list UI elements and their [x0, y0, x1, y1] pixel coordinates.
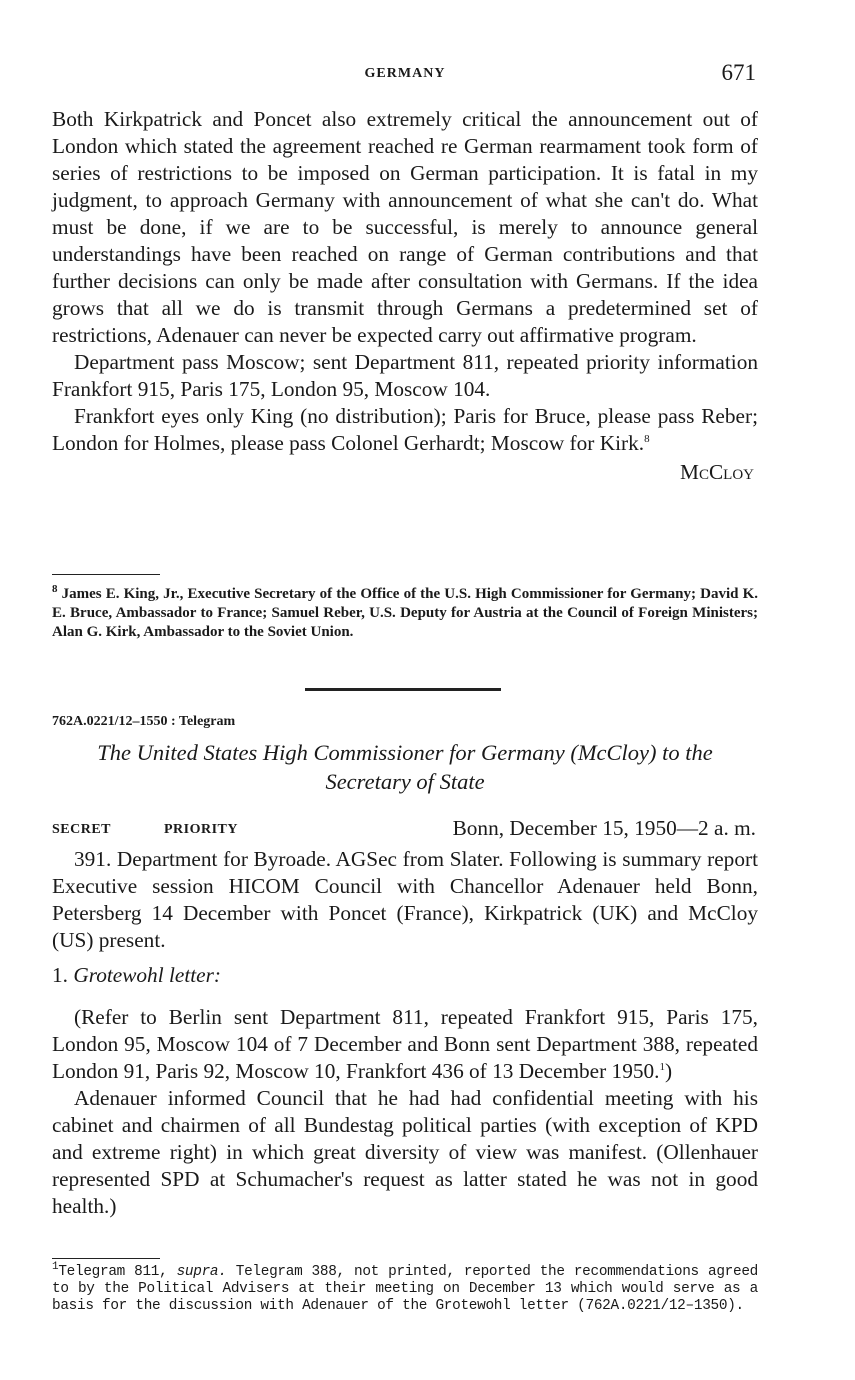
document-page	[52, 0, 758, 1380]
footnote-rule	[52, 574, 160, 575]
title-line: The United States High Commissioner for Germany (McCloy) to the	[97, 740, 713, 765]
paragraph-text: (Refer to Berlin sent Department 811, repeated Frankfort 915, Paris 175, London 95, Moscow 104 of 7 December and Bonn sent Department 388, repeated London 91, Paris 92, Moscow 10, Frankfort 436 of 13 December 1950.	[52, 1005, 758, 1083]
paragraph	[52, 403, 758, 457]
classification: SECRET	[52, 822, 112, 837]
telegram-body	[52, 1004, 758, 1220]
page-header	[52, 60, 758, 90]
paragraph-text: Frankfort eyes only King (no distribution); Paris for Bruce, please pass Reber; London for Holmes, please pass Colonel Gerhardt; Moscow for Kirk.	[52, 404, 758, 455]
telegram-intro	[52, 846, 758, 954]
section-number: 1.	[52, 963, 68, 987]
paragraph: Department pass Moscow; sent Department 811, repeated priority information Frankfort 915, Paris 175, London 95, Moscow 104.	[52, 350, 758, 401]
footnote-mark: 8	[52, 583, 58, 595]
document-file-id: 762A.0221/12–1550 : Telegram	[52, 714, 236, 729]
footnote-text: Telegram 388, not printed, reported the recommendations agreed to by the Political Advisers at their meeting on December 13 which would serve as a basis for the discussion with Adenauer of the Grotewohl letter (762A.0221/12–1350).	[52, 1264, 759, 1314]
page-number: 671	[721, 60, 756, 85]
footnote-ref: 1	[659, 1060, 665, 1073]
footnote-supra: supra.	[176, 1264, 227, 1280]
footnote-rule	[52, 1258, 160, 1259]
title-line: Secretary of State	[325, 769, 485, 794]
signature: McCloy	[680, 460, 754, 484]
footnote-8	[52, 585, 758, 642]
continuation-text	[52, 106, 758, 486]
document-meta	[52, 816, 758, 844]
footnote-text: James E. King, Jr., Executive Secretary of the Office of the U.S. High Commissioner for Germany; David K. E. Bruce, Ambassador to France; Samuel Reber, U.S. Deputy for Austria at the Council of Foreign Ministers; Alan G. Kirk, Ambassador to the Soviet Union.	[52, 586, 758, 640]
footnote-ref: 8	[644, 432, 650, 445]
place-date: Bonn, December 15, 1950—2 a. m.	[452, 816, 756, 840]
footnote-lead: Telegram 811,	[58, 1264, 168, 1280]
paragraph: Both Kirkpatrick and Poncet also extremely critical the announcement out of London which stated the agreement reached re German rearmament took form of series of restrictions to be imposed on German participation. It is fatal in my judgment, to approach Germany with announcement of what she can't do. What must be done, if we are to be successful, is merely to announce general understandings have been reached on range of German contributions and that further decisions can only be made after consultation with Germans. If the idea grows that all we do is transmit through Germans a predetermined set of restrictions, Adenauer can never be expected carry out affirmative program.	[52, 107, 758, 347]
section-heading	[52, 963, 221, 988]
document-title	[52, 738, 758, 796]
paragraph: 391. Department for Byroade. AGSec from Slater. Following is summary report Executive session HICOM Council with Chancellor Adenauer held Bonn, Petersberg 14 December with Poncet (France), Kirkpatrick (UK) and McCloy (US) present.	[52, 847, 758, 952]
paragraph: (Refer to Berlin sent Department 811, repeated Frankfort 915, Paris 175, London 95, Moscow 104 of 7 December and Bonn sent Department 388, repeated London 91, Paris 92, Moscow 10, Frankfort 436 of 13 December 1950.$^1$)	[52, 1005, 758, 1083]
footnote-mark: 1	[52, 1261, 59, 1274]
section-title: Grotewohl letter:	[73, 963, 221, 987]
running-title: GERMANY	[364, 66, 446, 81]
paragraph: Adenauer informed Council that he had had confidential meeting with his cabinet and chairmen of all Bundestag political parties (with exception of KPD and extreme right) in which great diversity of view was manifest. (Ollenhauer represented SPD at Schumacher's request as latter stated he was not in good health.)	[52, 1086, 758, 1218]
priority: PRIORITY	[164, 822, 239, 837]
footnote-1	[52, 1261, 759, 1315]
section-divider	[305, 688, 501, 691]
